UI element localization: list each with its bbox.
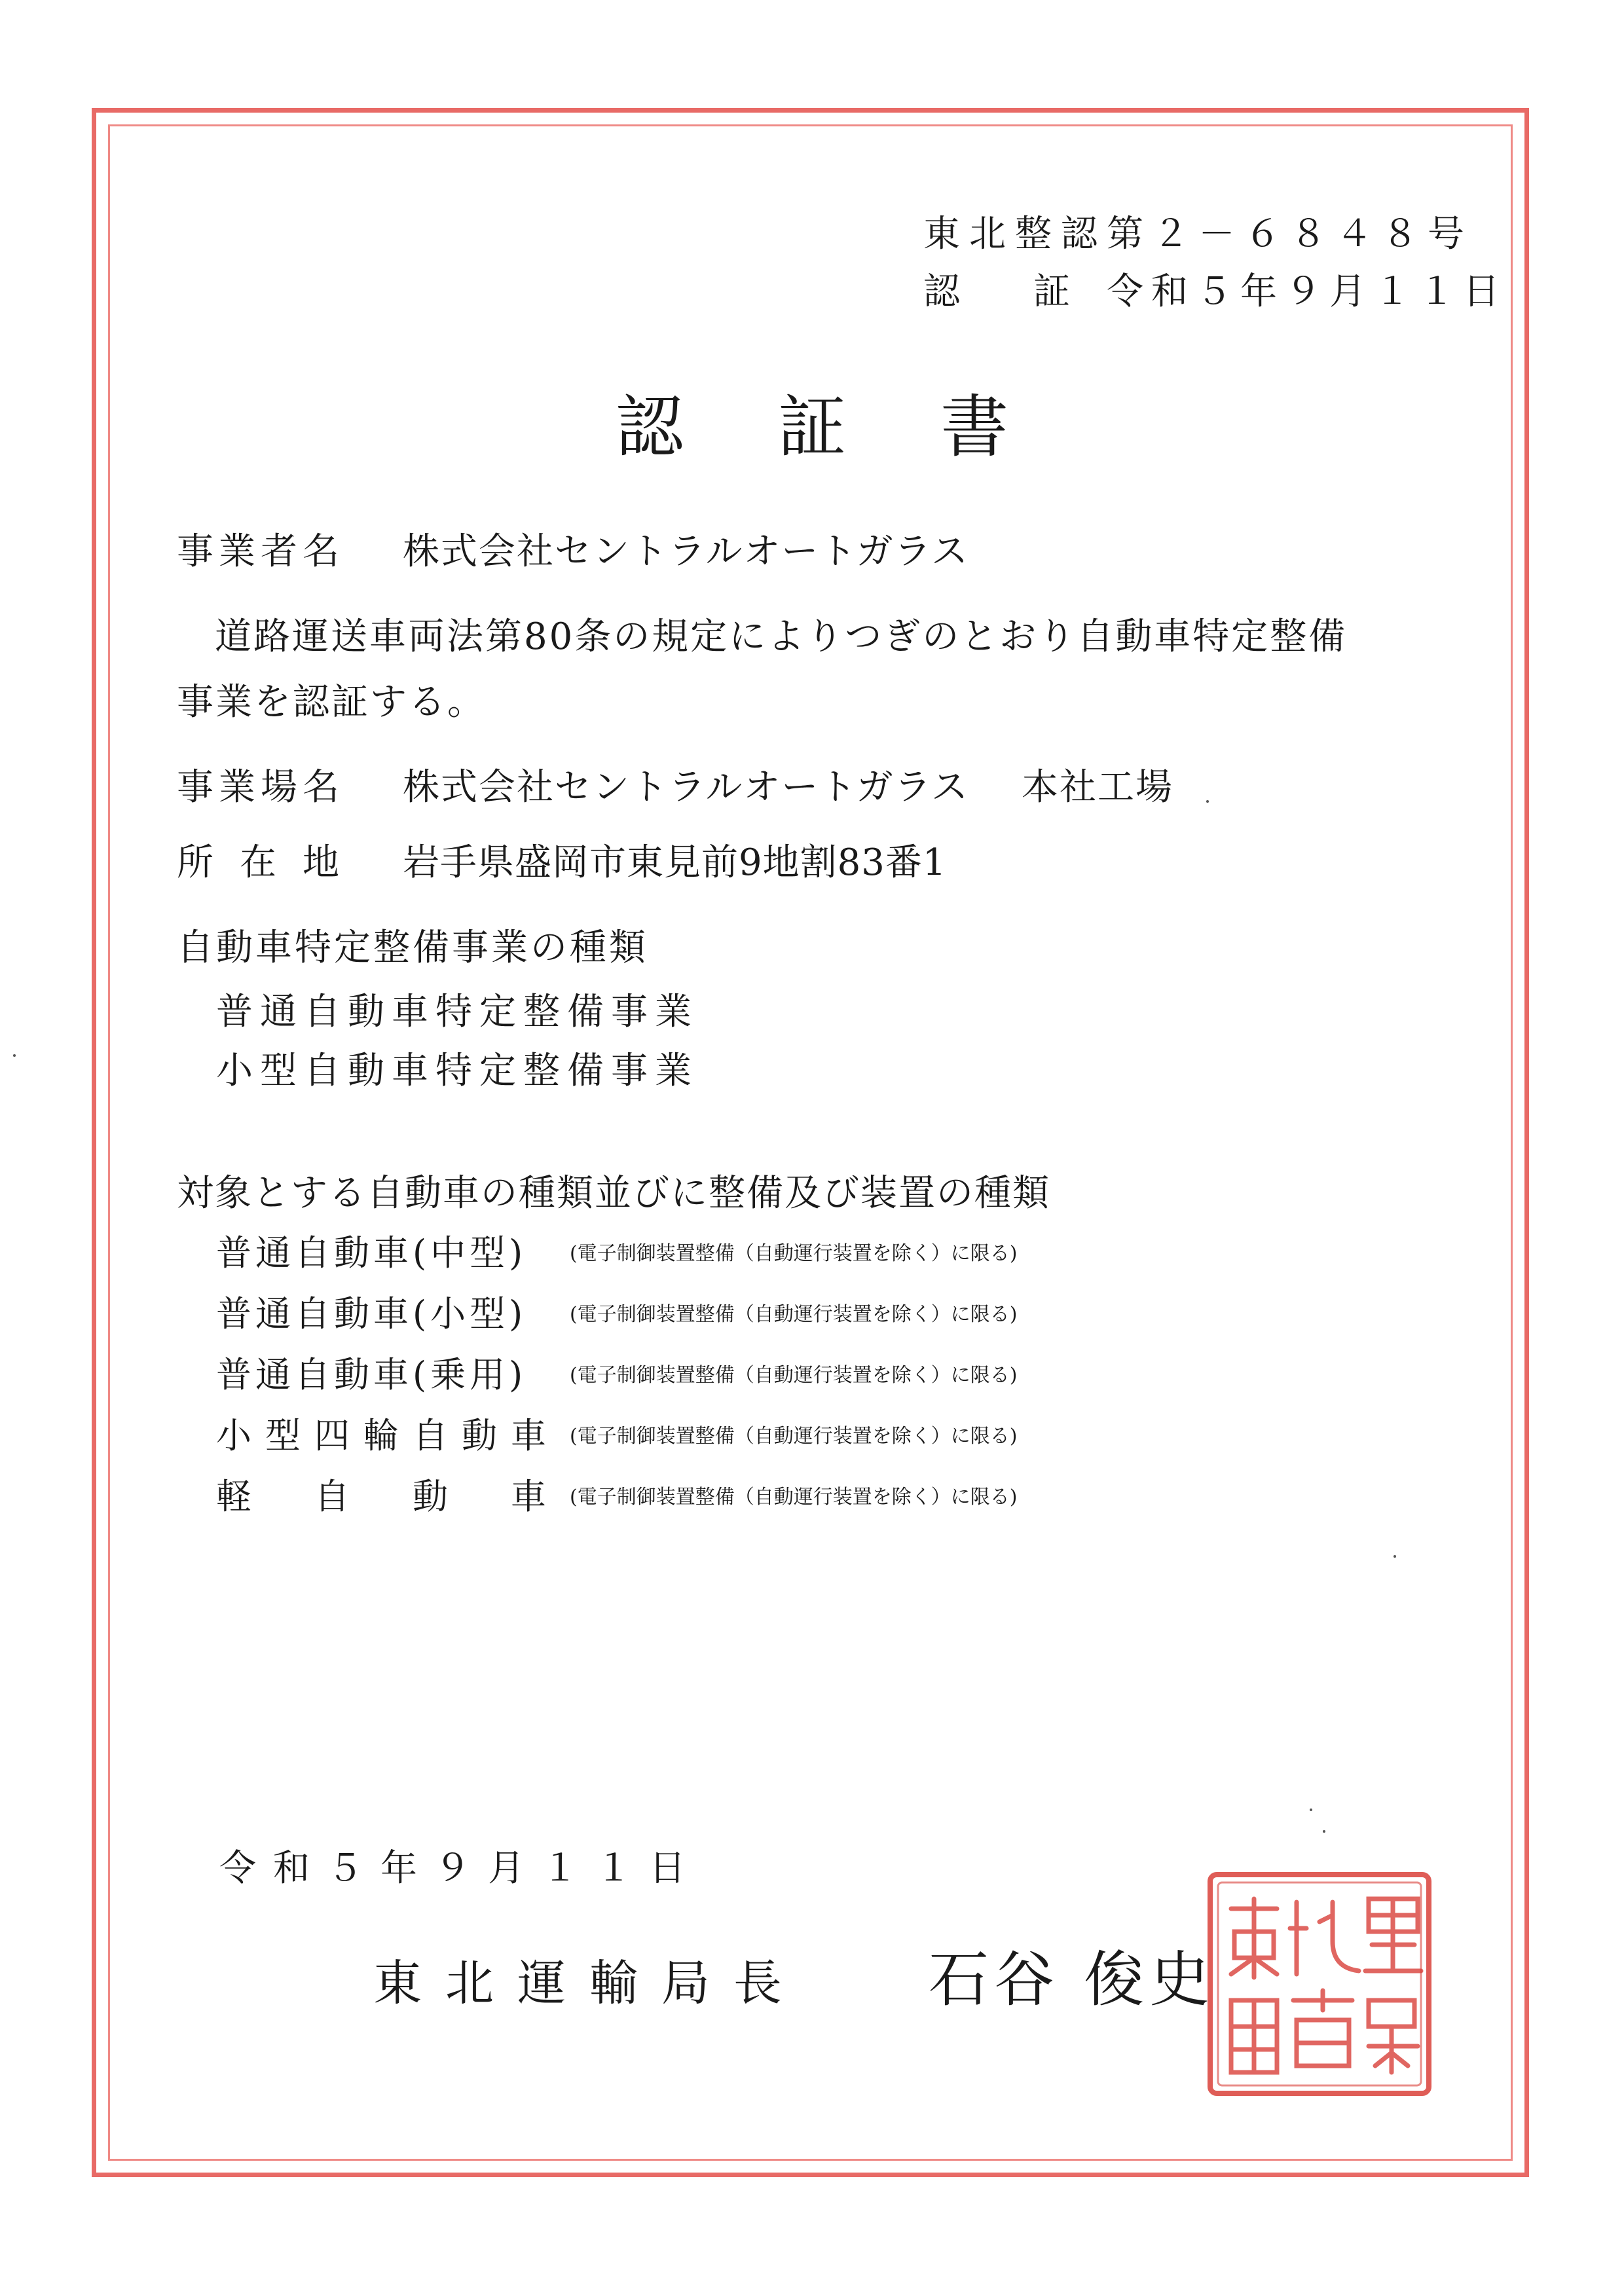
- statement-line-1: 道路運送車両法第80条の規定によりつぎのとおり自動車特定整備: [215, 615, 1348, 658]
- certification-date: 令和５年９月１１日: [1107, 270, 1507, 313]
- scan-speck: [1310, 1808, 1312, 1811]
- location-label: 所在地: [177, 841, 365, 884]
- certificate-number: 東北整認第２－６８４８号: [923, 213, 1473, 255]
- issue-date: 令和５年９月１１日: [219, 1847, 703, 1890]
- certification-label: 認 証: [923, 270, 1088, 313]
- business-types-heading: 自動車特定整備事業の種類: [177, 927, 648, 969]
- operator-row: [177, 530, 969, 573]
- title-char: 書: [940, 387, 1009, 467]
- certification-date-row: [923, 270, 1507, 313]
- vehicle-types-heading: 対象とする自動車の種類並びに整備及び装置の種類: [177, 1172, 1050, 1215]
- site-row: [177, 766, 1173, 809]
- vehicle-type-row: [216, 1476, 1018, 1517]
- location-row: [177, 841, 947, 884]
- vehicle-type-condition: (電子制御装置整備（自動運行装置を除く）に限る): [570, 1486, 1018, 1509]
- vehicle-type-name: 軽自動車: [216, 1476, 609, 1517]
- scan-speck: [13, 1054, 16, 1057]
- site-label: 事業場名: [177, 766, 344, 809]
- vehicle-type-condition: (電子制御装置整備（自動運行装置を除く）に限る): [570, 1242, 1018, 1265]
- vehicle-type-name: 普通自動車(乗用): [216, 1354, 527, 1395]
- vehicle-type-row: [216, 1415, 1018, 1456]
- site-name: 株式会社セントラルオートガラス: [403, 766, 969, 809]
- vehicle-type-row: [216, 1293, 1018, 1334]
- vehicle-type-condition: (電子制御装置整備（自動運行装置を除く）に限る): [570, 1303, 1018, 1326]
- scan-speck: [1323, 1830, 1325, 1833]
- signer-name: 石谷 俊史: [929, 1945, 1215, 2015]
- scan-speck: [1393, 1555, 1396, 1558]
- operator-name: 株式会社セントラルオートガラス: [403, 530, 969, 573]
- title-char: 認: [615, 387, 684, 467]
- operator-label: 事業者名: [177, 530, 344, 573]
- title-char: 証: [777, 387, 846, 467]
- business-type-item: 普通自動車特定整備事業: [216, 991, 699, 1033]
- location-address: 岩手県盛岡市東見前9地割83番1: [403, 841, 947, 884]
- vehicle-type-row: [216, 1232, 1018, 1274]
- vehicle-type-row: [216, 1354, 1018, 1395]
- official-seal: [1205, 1869, 1434, 2099]
- vehicle-type-condition: (電子制御装置整備（自動運行装置を除く）に限る): [570, 1364, 1018, 1387]
- vehicle-type-name: 普通自動車(中型): [216, 1232, 527, 1274]
- document-title: [0, 387, 1624, 467]
- vehicle-type-name: 小型四輪自動車: [216, 1415, 560, 1456]
- vehicle-type-condition: (電子制御装置整備（自動運行装置を除く）に限る): [570, 1425, 1018, 1448]
- scan-speck: [1206, 800, 1209, 803]
- statement-line-2: 事業を認証する。: [177, 681, 486, 724]
- business-type-item: 小型自動車特定整備事業: [216, 1050, 699, 1092]
- site-suffix: 本社工場: [1022, 766, 1173, 809]
- issuer-title: 東北運輸局長: [373, 1955, 805, 2011]
- vehicle-type-name: 普通自動車(小型): [216, 1293, 527, 1334]
